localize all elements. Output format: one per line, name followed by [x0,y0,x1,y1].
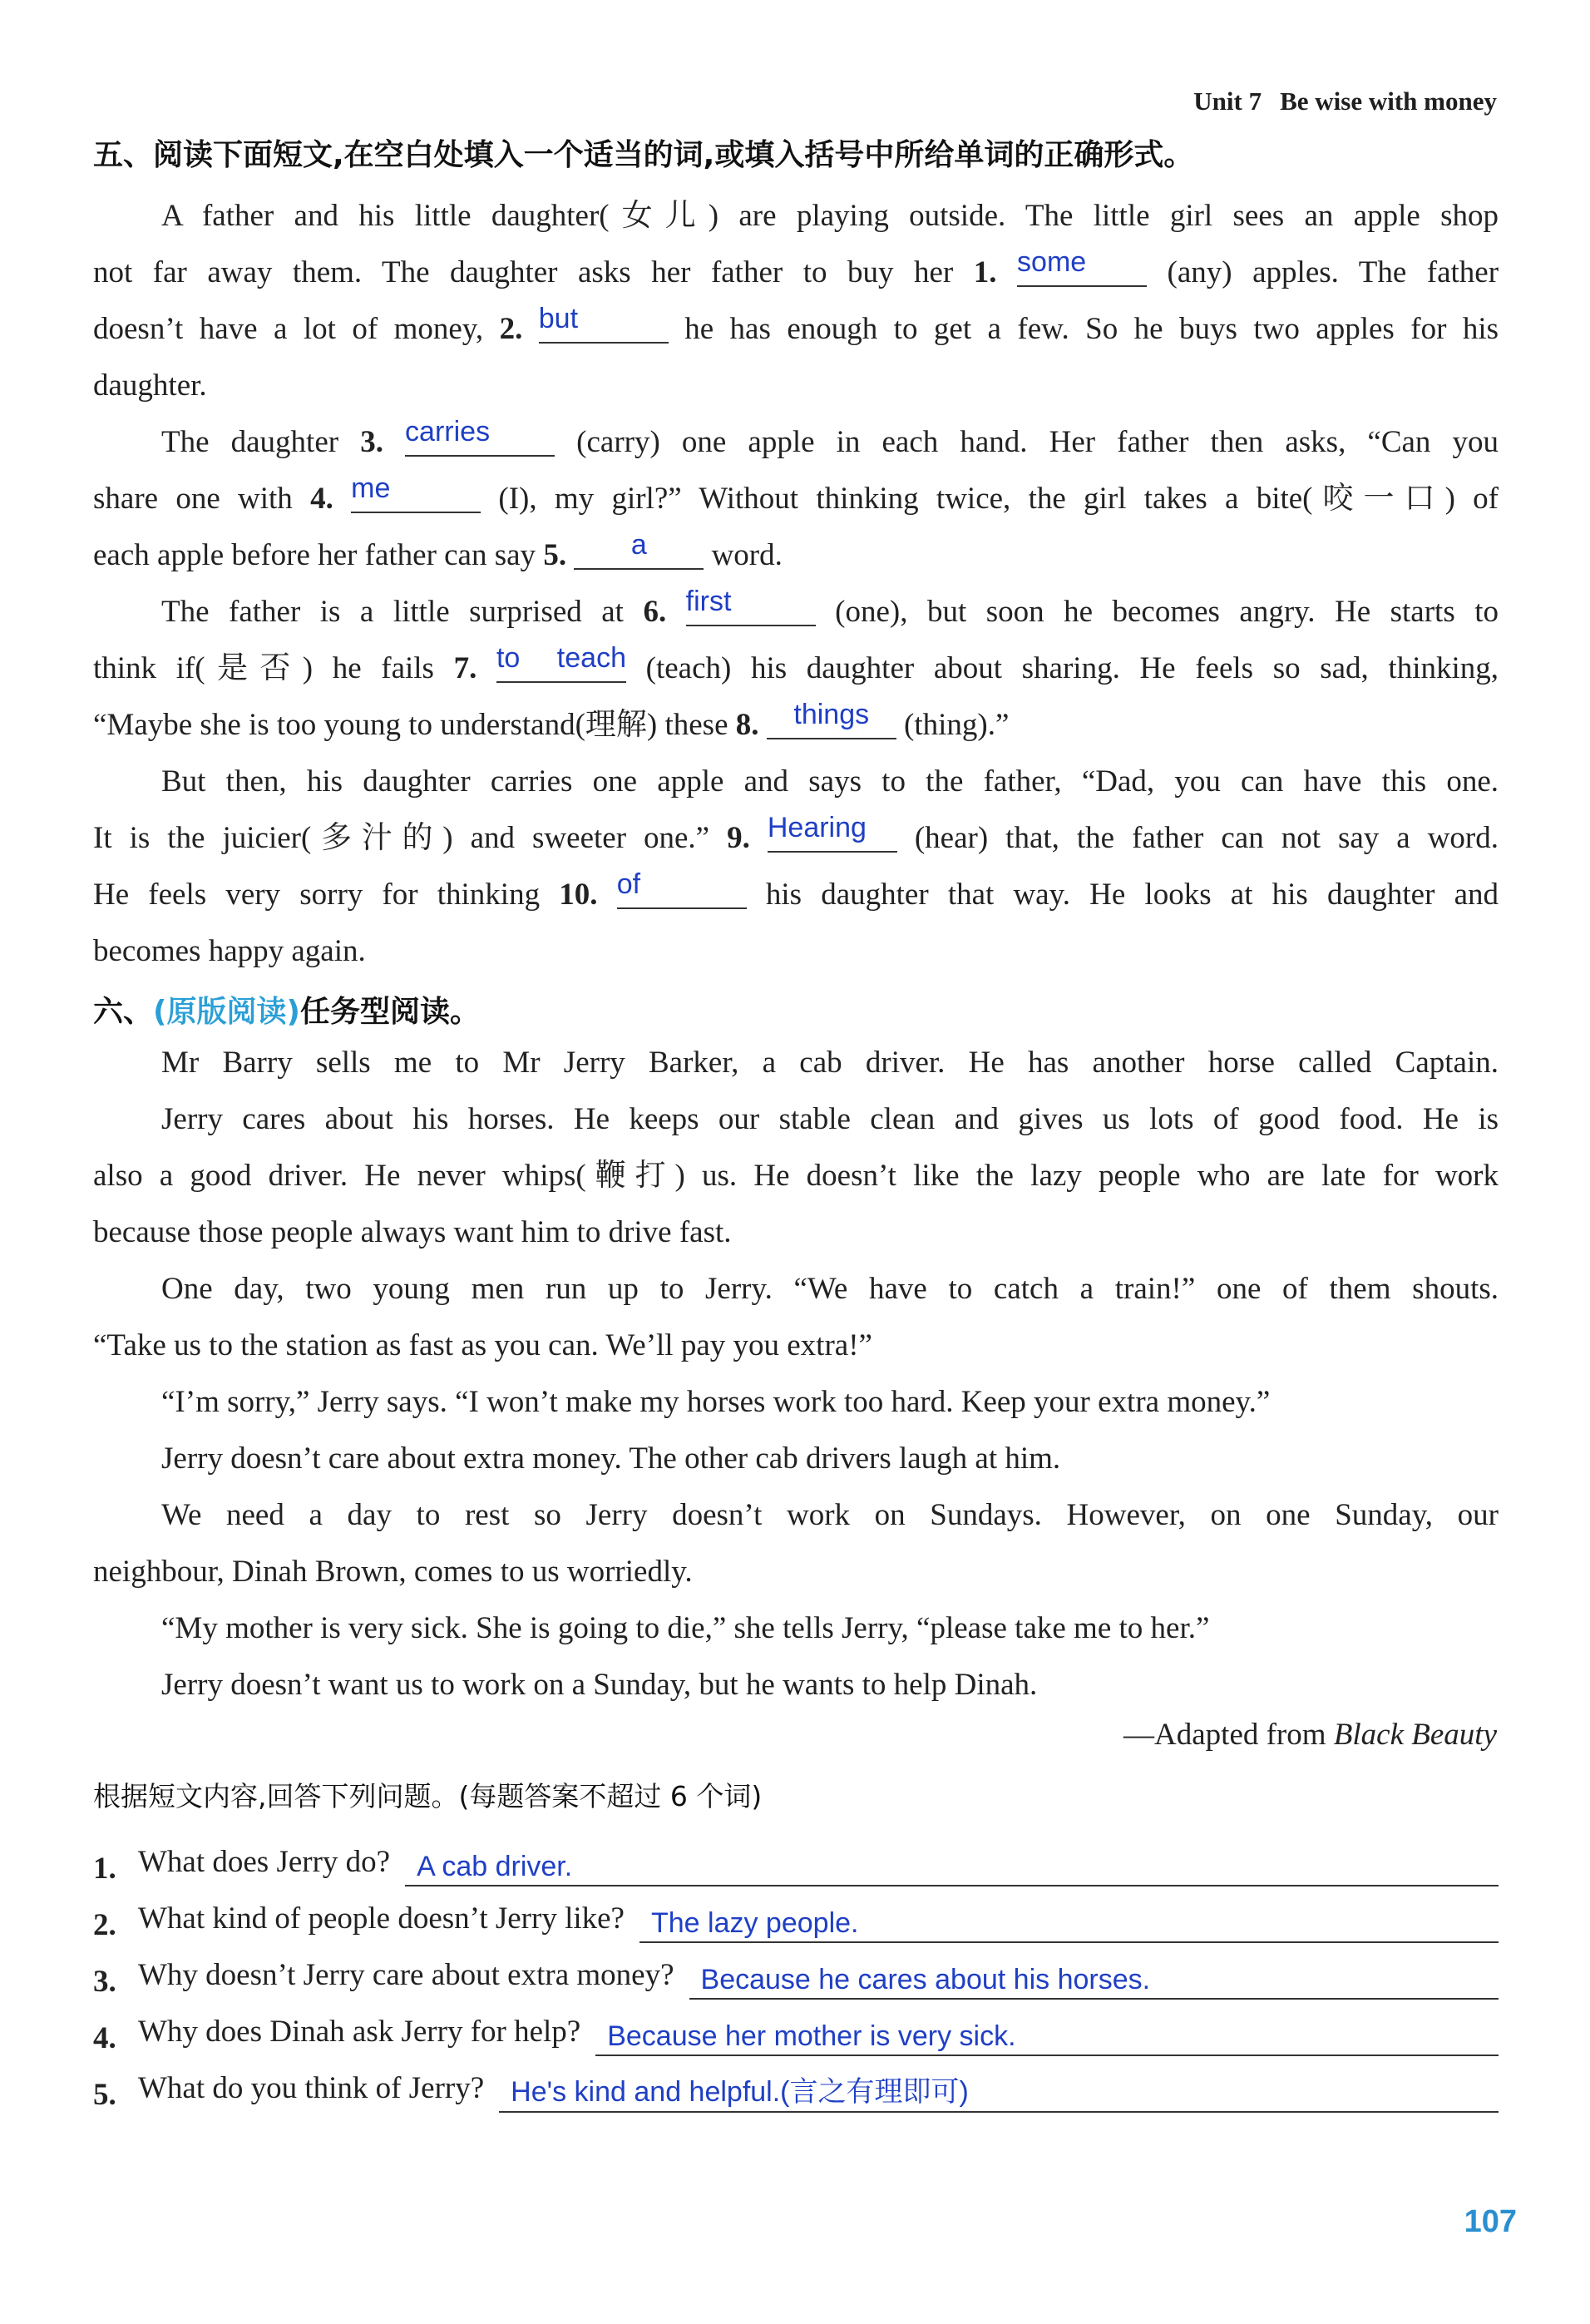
answer-blank[interactable] [767,701,896,739]
original-reading-tag: (原版阅读) [153,995,300,1029]
blank-number: 1. [973,255,997,289]
question-text: What does Jerry do? [138,1845,391,1879]
question-answer: The lazy people. [650,1907,859,1939]
blank-answer: a [630,529,647,561]
source-prefix: —Adapted from [1123,1718,1326,1752]
blank-number: 2. [499,312,523,346]
passage-line: He feels very sorry for thinking 10. of his daughter that way. He looks at his daughter and [93,867,1499,923]
question-answer: Because her mother is very sick. [607,2020,1016,2052]
passage-line: The father is a little surprised at 6. first (one), but soon he becomes angry. He starts to [93,584,1499,640]
answer-line[interactable] [689,1950,1499,2000]
passage-line: “I’m sorry,” Jerry says. “I won’t make my horses work too hard. Keep your extra money.” [161,1385,1271,1419]
passage-line: “Take us to the station as fast as you can. We’ll pay you extra!” [93,1328,872,1362]
blank-number: 5. [543,538,567,572]
question-number: 1. [93,1852,116,1886]
unit-number: Unit 7 [1193,87,1262,116]
question-text: Why does Dinah ask Jerry for help? [138,2015,581,2049]
section-6-title [93,988,480,1031]
question-answer: A cab driver. [417,1851,573,1882]
question-instruction: 根据短文内容,回答下列问题。(每题答案不超过 6 个词) [93,1780,763,1812]
question-text: What do you think of Jerry? [138,2071,485,2105]
question-number: 5. [93,2078,116,2112]
passage-line: each apple before her father can say 5. a word. [93,527,1499,584]
question-text: What kind of people doesn’t Jerry like? [138,1901,625,1936]
passage-line: share one with 4. me (I), my girl?” Without thinking twice, the girl takes a bite(咬一口) of [93,471,1499,527]
answer-blank[interactable] [496,642,626,683]
blank-number: 8. [735,708,759,742]
blank-answer: things [793,699,870,730]
question-row [93,1943,1499,2000]
blank-answer: but [538,303,579,334]
section-6-suffix: 任务型阅读。 [299,995,480,1029]
blank-number: 6. [643,595,667,629]
passage-line: Jerry doesn’t care about extra money. The other cab drivers laugh at him. [161,1441,1061,1476]
blank-answer: first [685,586,732,617]
passage-line: Jerry cares about his horses. He keeps our stable clean and gives us lots of good food. He is [161,1102,1499,1136]
question-number: 3. [93,1965,116,1999]
blank-answer: Hearing [767,812,867,843]
question-answer: He's kind and helpful.(言之有理即可) [511,2076,969,2108]
answer-blank[interactable] [539,305,669,344]
answer-blank[interactable] [768,814,897,853]
question-row [93,1886,1499,1943]
passage-line: A father and his little daughter(女儿) are playing outside. The little girl sees an apple shop [161,199,1499,233]
answer-blank[interactable] [686,588,816,626]
passage-line: It is the juicier(多汁的) and sweeter one.” 9. Hearing (hear) that, the father can not say a word. [93,810,1499,867]
passage-source [1123,1717,1497,1753]
passage-line: doesn’t have a lot of money, 2. but he has enough to get a few. So he buys two apples for his [93,301,1499,358]
blank-answer: of [616,868,641,900]
passage-line: neighbour, Dinah Brown, comes to us worriedly. [93,1555,693,1589]
answer-line[interactable] [639,1893,1499,1943]
passage-line: “My mother is very sick. She is going to die,” she tells Jerry, “please take me to her.” [161,1611,1210,1645]
page-number: 107 [1464,2204,1517,2239]
blank-number: 4. [310,482,333,516]
question-number: 4. [93,2021,116,2055]
answer-line[interactable] [499,2063,1499,2113]
passage-line: think if(是否) he fails 7. to teach (teach) his daughter about sharing. He feels so sad, thinking, [93,640,1499,697]
question-text: Why doesn’t Jerry care about extra money? [138,1958,674,1992]
question-row [93,2000,1499,2056]
question-number: 2. [93,1908,116,1942]
passage-line: Mr Barry sells me to Mr Jerry Barker, a cab driver. He has another horse called Captain. [161,1046,1499,1080]
question-row [93,1830,1499,1886]
blank-answer: to teach [496,642,626,674]
unit-header [1193,87,1497,116]
passage-line: becomes happy again. [93,934,366,968]
blank-answer: me [351,472,391,504]
cloze-passage [93,188,1499,980]
blank-number: 3. [360,425,383,459]
answer-blank[interactable] [574,529,704,570]
section-6-prefix: 六、 [93,995,154,1029]
passage-line: Jerry doesn’t want us to work on a Sunday, but he wants to help Dinah. [161,1668,1038,1702]
question-row [93,2056,1499,2113]
answer-line[interactable] [595,2006,1499,2056]
passage-line: daughter. [93,368,207,403]
blank-number: 9. [727,821,750,855]
blank-number: 7. [453,651,477,685]
passage-line: One day, two young men run up to Jerry. “We have to catch a train!” one of them shouts. [161,1272,1499,1306]
blank-answer: carries [405,416,491,447]
unit-title: Be wise with money [1280,87,1497,116]
blank-answer: some [1017,246,1087,278]
answer-blank[interactable] [405,418,555,457]
passage-line: “Maybe she is too young to understand(理解) these 8. things (thing).” [93,697,1499,754]
section-5-title: 五、阅读下面短文,在空白处填入一个适当的词,或填入括号中所给单词的正确形式。 [93,138,1194,172]
passage-line: not far away them. The daughter asks her father to buy her 1. some (any) apples. The father [93,245,1499,301]
reading-passage [93,1035,1499,1713]
passage-line: also a good driver. He never whips(鞭打) us. He doesn’t like the lazy people who are late for work [93,1159,1499,1193]
passage-line: But then, his daughter carries one apple and says to the father, “Dad, you can have this one. [161,764,1499,799]
answer-line[interactable] [405,1837,1499,1886]
answer-blank[interactable] [616,868,747,909]
blank-number: 10. [559,878,598,912]
source-title: Black Beauty [1333,1718,1497,1752]
answer-blank[interactable] [351,472,481,513]
answer-blank[interactable] [1017,246,1147,287]
passage-line: We need a day to rest so Jerry doesn’t work on Sundays. However, on one Sunday, our [161,1498,1499,1532]
passage-line: The daughter 3. carries (carry) one apple in each hand. Her father then asks, “Can you [93,414,1499,471]
question-answer: Because he cares about his horses. [700,1964,1151,1995]
passage-line: because those people always want him to drive fast. [93,1215,732,1249]
